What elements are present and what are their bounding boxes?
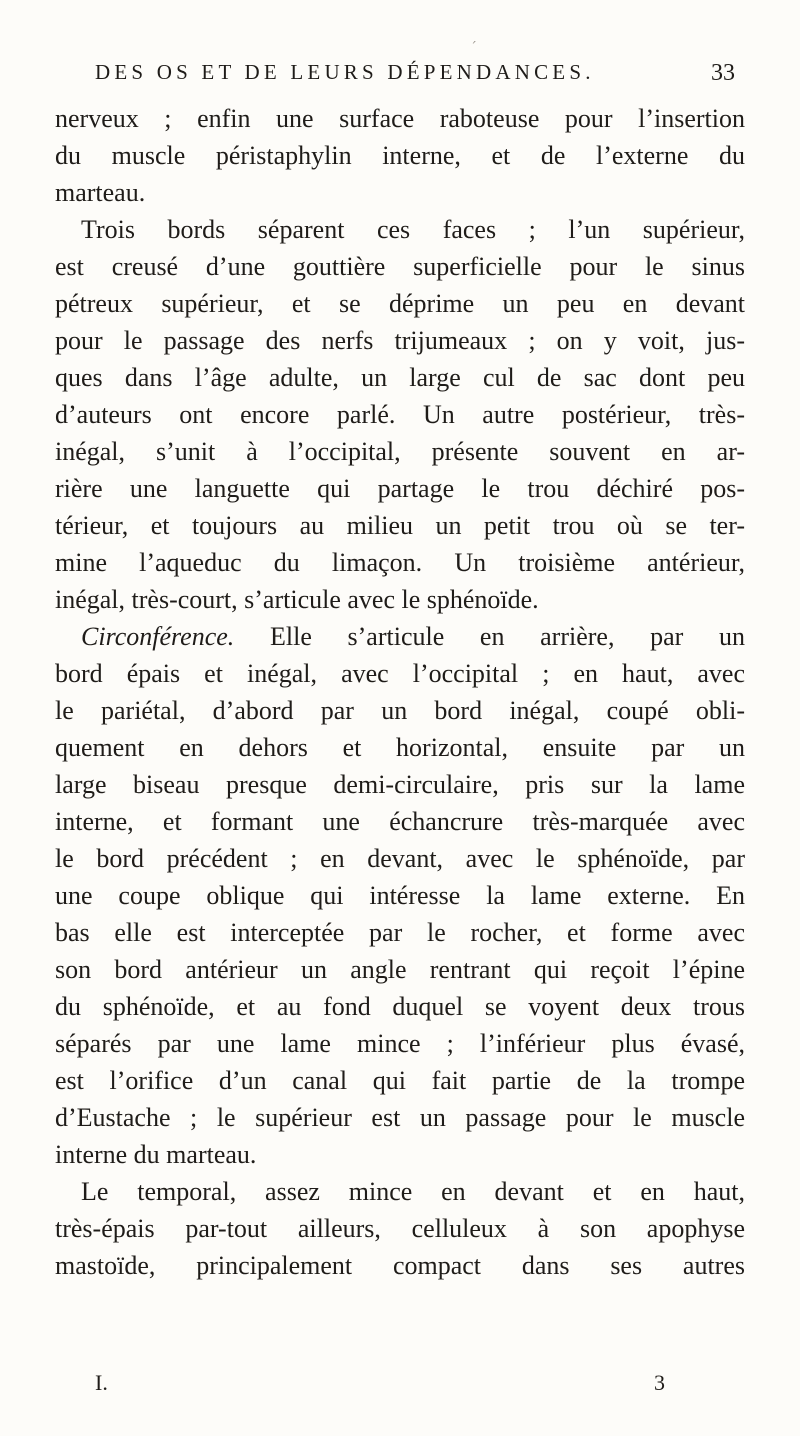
text-line: interne, et formant une échancrure très-marquée avec <box>55 807 745 836</box>
running-header <box>95 60 735 96</box>
running-title: DES OS ET DE LEURS DÉPENDANCES. <box>95 60 595 84</box>
text-line: ques dans l’âge adulte, un large cul de sac dont peu <box>55 363 745 392</box>
text-line: son bord antérieur un angle rentrant qui reçoit l’épine <box>55 955 745 984</box>
text-line: le pariétal, d’abord par un bord inégal, coupé obli- <box>55 696 745 725</box>
text-line: mine l’aqueduc du limaçon. Un troisième antérieur, <box>55 548 745 577</box>
section-heading: Circonférence. <box>81 622 235 651</box>
page-number: 33 <box>711 60 735 86</box>
signature-number: 3 <box>654 1370 665 1395</box>
text-line: le bord précédent ; en devant, avec le sphénoïde, par <box>55 844 745 873</box>
text-line: d’Eustache ; le supérieur est un passage pour le muscle <box>55 1103 745 1132</box>
signature-mark: I. <box>95 1370 108 1395</box>
text-line: très-épais par-tout ailleurs, celluleux à son apophyse <box>55 1214 745 1243</box>
text-line: marteau. <box>55 178 146 207</box>
page-footer <box>95 1370 665 1402</box>
text-line: séparés par une lame mince ; l’inférieur plus évasé, <box>55 1029 745 1058</box>
text-line: pour le passage des nerfs trijumeaux ; on y voit, jus- <box>55 326 745 355</box>
text-line: d’auteurs ont encore parlé. Un autre postérieur, très- <box>55 400 745 429</box>
text-line: est creusé d’une gouttière superficielle pour le sinus <box>55 252 745 281</box>
text-line-with-heading <box>55 618 745 655</box>
text-line: inégal, très-court, s’articule avec le sphénoïde. <box>55 585 539 614</box>
text-line: Trois bords séparent ces faces ; l’un supérieur, <box>81 215 745 244</box>
text-line-rest: Elle s’articule en arrière, par un <box>269 622 746 651</box>
text-line: inégal, s’unit à l’occipital, présente souvent en ar- <box>55 437 745 466</box>
text-line: bas elle est interceptée par le rocher, et forme avec <box>55 918 745 947</box>
text-line: bord épais et inégal, avec l’occipital ; en haut, avec <box>55 659 745 688</box>
text-line: large biseau presque demi-circulaire, pris sur la lame <box>55 770 745 799</box>
text-line: pétreux supérieur, et se déprime un peu en devant <box>55 289 745 318</box>
text-line: interne du marteau. <box>55 1140 257 1169</box>
text-line: Le temporal, assez mince en devant et en haut, <box>81 1177 745 1206</box>
text-line: quement en dehors et horizontal, ensuite par un <box>55 733 745 762</box>
text-line: est l’orifice d’un canal qui fait partie de la trompe <box>55 1066 745 1095</box>
text-line: nerveux ; enfin une surface raboteuse pour l’insertion <box>55 104 745 133</box>
text-line: du muscle péristaphylin interne, et de l’externe du <box>55 141 745 170</box>
text-line: du sphénoïde, et au fond duquel se voyent deux trous <box>55 992 745 1021</box>
text-line: une coupe oblique qui intéresse la lame externe. En <box>55 881 745 910</box>
text-line: mastoïde, principalement compact dans ses autres <box>55 1251 745 1280</box>
body-text <box>55 100 745 1284</box>
ink-mark: ˊ <box>470 40 477 56</box>
text-line: rière une languette qui partage le trou déchiré pos- <box>55 474 745 503</box>
text-line: térieur, et toujours au milieu un petit trou où se ter- <box>55 511 745 540</box>
